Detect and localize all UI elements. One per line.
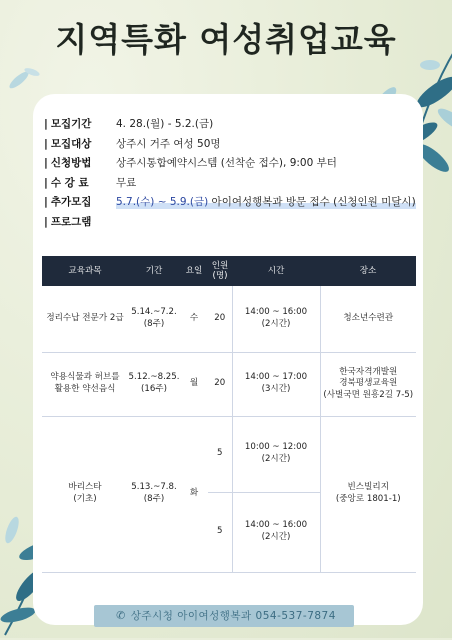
leaf-decoration-top-left-icon xyxy=(4,60,44,100)
cell-day: 수 xyxy=(180,286,208,352)
cell-place: 청소년수련관 xyxy=(320,286,416,352)
info-row-program: | 프로그램 xyxy=(44,215,92,228)
header-course: 교육과목 xyxy=(42,256,128,286)
info-value: 무료 xyxy=(116,176,137,189)
info-label: 모집기간 xyxy=(50,118,92,131)
cell-period: 5.13.~7.8. (8주) xyxy=(128,416,180,572)
info-value: 4. 28.(월) - 5.2.(금) xyxy=(116,118,214,131)
info-value-accent: 5.7.(수) ~ 5.9.(금) xyxy=(116,196,209,209)
cell-time: 14:00 ~ 16:00 (2시간) xyxy=(232,286,320,352)
program-table xyxy=(42,256,416,573)
info-value-rest: 아이여성행복과 방문 접수 (신청인원 미달시) xyxy=(208,196,416,209)
cell-day: 화 xyxy=(180,416,208,572)
cell-time: 14:00 ~ 16:00 (2시간) xyxy=(232,492,320,572)
info-row-target: | 모집대상 상주시 거주 여성 50명 xyxy=(44,137,221,150)
cell-people: 20 xyxy=(208,352,232,416)
info-row-additional: | 추가모집 5.7.(수) ~ 5.9.(금) 아이여성행복과 방문 접수 (신청인원 미달시) xyxy=(44,196,416,209)
info-label: 신청방법 xyxy=(50,157,92,170)
info-label: 프로그램 xyxy=(50,215,92,228)
info-value xyxy=(116,194,416,209)
header-period: 기간 xyxy=(128,256,180,286)
info-label: 수 강 료 xyxy=(50,176,89,189)
cell-course: 바리스타 (기초) xyxy=(42,416,128,572)
info-value: 상주시 거주 여성 50명 xyxy=(116,137,221,150)
info-list xyxy=(44,114,444,231)
table-row xyxy=(42,286,416,352)
info-label: 모집대상 xyxy=(50,137,92,150)
cell-period: 5.14.~7.2. (8주) xyxy=(128,286,180,352)
cell-day: 월 xyxy=(180,352,208,416)
page-title: 지역특화 여성취업교육 xyxy=(55,20,397,59)
phone-icon: ✆ xyxy=(116,609,126,622)
header-people: 인원 (명) xyxy=(208,256,232,286)
cell-place: 빈스빌리지 (중앙로 1801-1) xyxy=(320,416,416,572)
cell-place: 한국자격개발원 경북평생교육원 (사벌국면 원흥2길 7-5) xyxy=(320,352,416,416)
footer-contact xyxy=(0,605,452,627)
cell-people: 5 xyxy=(208,492,232,572)
info-row-apply-method: | 신청방법 상주시통합예약시스템 (선착순 접수), 9:00 부터 xyxy=(44,157,337,170)
table-row xyxy=(42,416,416,492)
cell-course: 약용식물과 허브를 활용한 약선음식 xyxy=(42,352,128,416)
info-row-recruit-period: | 모집기간 4. 28.(월) - 5.2.(금) xyxy=(44,118,214,131)
footer-text: 상주시청 아이여성행복과 054-537-7874 xyxy=(130,610,336,622)
header-day: 요일 xyxy=(180,256,208,286)
cell-period: 5.12.~8.25. (16주) xyxy=(128,352,180,416)
table-header-row xyxy=(42,256,416,286)
header-place: 장소 xyxy=(320,256,416,286)
info-row-fee: | 수 강 료 무료 xyxy=(44,176,137,189)
cell-time: 14:00 ~ 17:00 (3시간) xyxy=(232,352,320,416)
cell-people: 20 xyxy=(208,286,232,352)
table-row xyxy=(42,352,416,416)
header-time: 시간 xyxy=(232,256,320,286)
info-label: 추가모집 xyxy=(50,196,92,209)
cell-people: 5 xyxy=(208,416,232,492)
info-value: 상주시통합예약시스템 (선착순 접수), 9:00 부터 xyxy=(116,157,337,170)
cell-course: 정리수납 전문가 2급 xyxy=(42,286,128,352)
cell-time: 10:00 ~ 12:00 (2시간) xyxy=(232,416,320,492)
